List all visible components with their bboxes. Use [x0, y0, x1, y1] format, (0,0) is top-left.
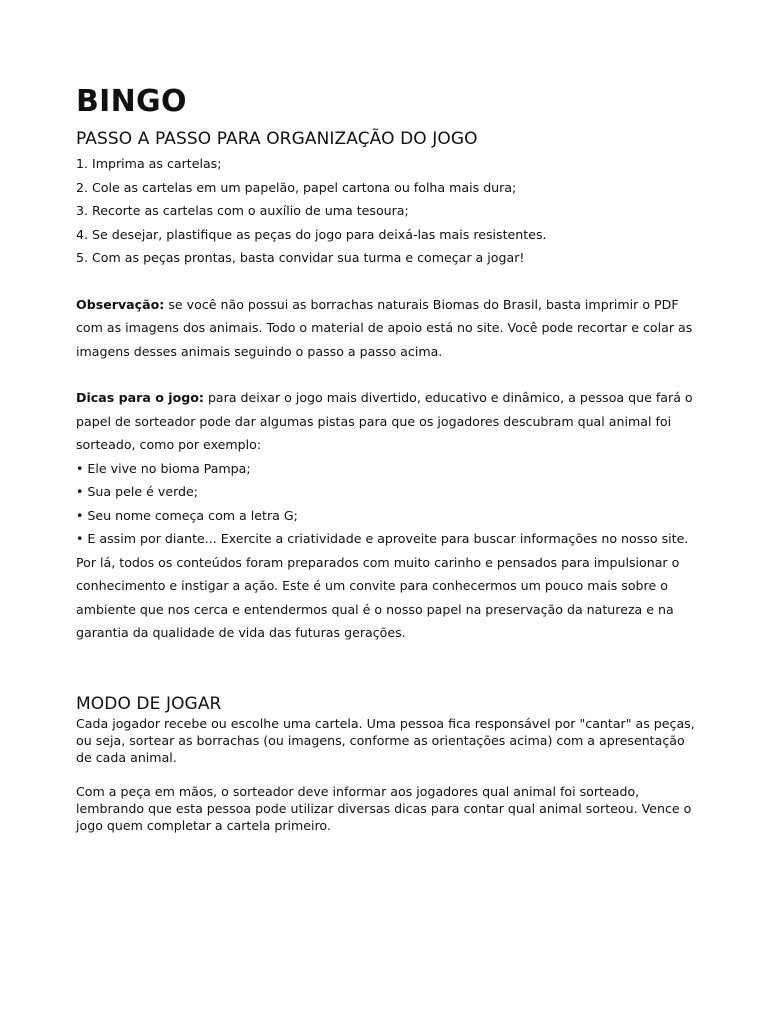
tips-paragraph [76, 386, 696, 457]
tip-bullet: • Sua pele é verde; [76, 484, 199, 499]
step-item: 5. Com as peças prontas, basta convidar sua turma e começar a jogar! [76, 250, 525, 265]
step-item: 4. Se desejar, plastifique as peças do jogo para deixá-las mais resistentes. [76, 226, 547, 242]
observation-paragraph [76, 293, 696, 364]
tips-label: Dicas para o jogo: [76, 390, 204, 405]
modo-paragraph: Com a peça em mãos, o sorteador deve informar aos jogadores qual animal foi sorteado, lembrando que esta pessoa pode utilizar diversas dicas para contar qual animal sorteou. Vence o jogo quem completar a cartela primeiro. [76, 783, 692, 833]
section-heading-modo-de-jogar: MODO DE JOGAR [76, 693, 222, 714]
observation-label: Observação: [76, 296, 165, 312]
steps-list [76, 152, 696, 270]
step-item: 1. Imprima as cartelas; [76, 156, 222, 171]
page-title: BINGO [76, 84, 187, 119]
document-page [76, 82, 696, 834]
modo-paragraph: Cada jogador recebe ou escolhe uma cartela. Uma pessoa fica responsável por "cantar" as peças, ou seja, sortear as borrachas (ou imagens, conforme as orientações acima) com a apresentação de cada animal. [76, 715, 695, 765]
section-heading-passo-a-passo: PASSO A PASSO PARA ORGANIZAÇÃO DO JOGO [76, 129, 478, 149]
observation-text: se você não possui as borrachas naturais Biomas do Brasil, basta imprimir o PDF com as imagens dos animais. Todo o material de apoio está no site. Você pode recortar e colar as imagens desses animais seguindo o passo a passo acima. [76, 296, 693, 359]
tip-bullet: • Seu nome começa com a letra G; [76, 507, 298, 523]
tips-text: para deixar o jogo mais divertido, educativo e dinâmico, a pessoa que fará o papel de sorteador pode dar algumas pistas para que os jogadores descubram qual animal foi sorteado, como por exemplo: [76, 390, 693, 452]
step-item: 3. Recorte as cartelas com o auxílio de uma tesoura; [76, 203, 409, 218]
tip-bullet: • Ele vive no bioma Pampa; [76, 460, 251, 476]
step-item: 2. Cole as cartelas em um papelão, papel cartona ou folha mais dura; [76, 179, 517, 195]
tip-bullet: • E assim por diante... Exercite a criatividade e aproveite para buscar informações no nosso site. Por lá, todos os conteúdos foram preparados com muito carinho e pensados para impulsionar o conhecimento e instigar a ação. Este é um convite para conhecermos um pouco mais sobre o ambiente que nos cerca e entendermos qual é o nosso papel na preservação da natureza e na garantia da qualidade de vida das futuras gerações. [76, 531, 689, 640]
